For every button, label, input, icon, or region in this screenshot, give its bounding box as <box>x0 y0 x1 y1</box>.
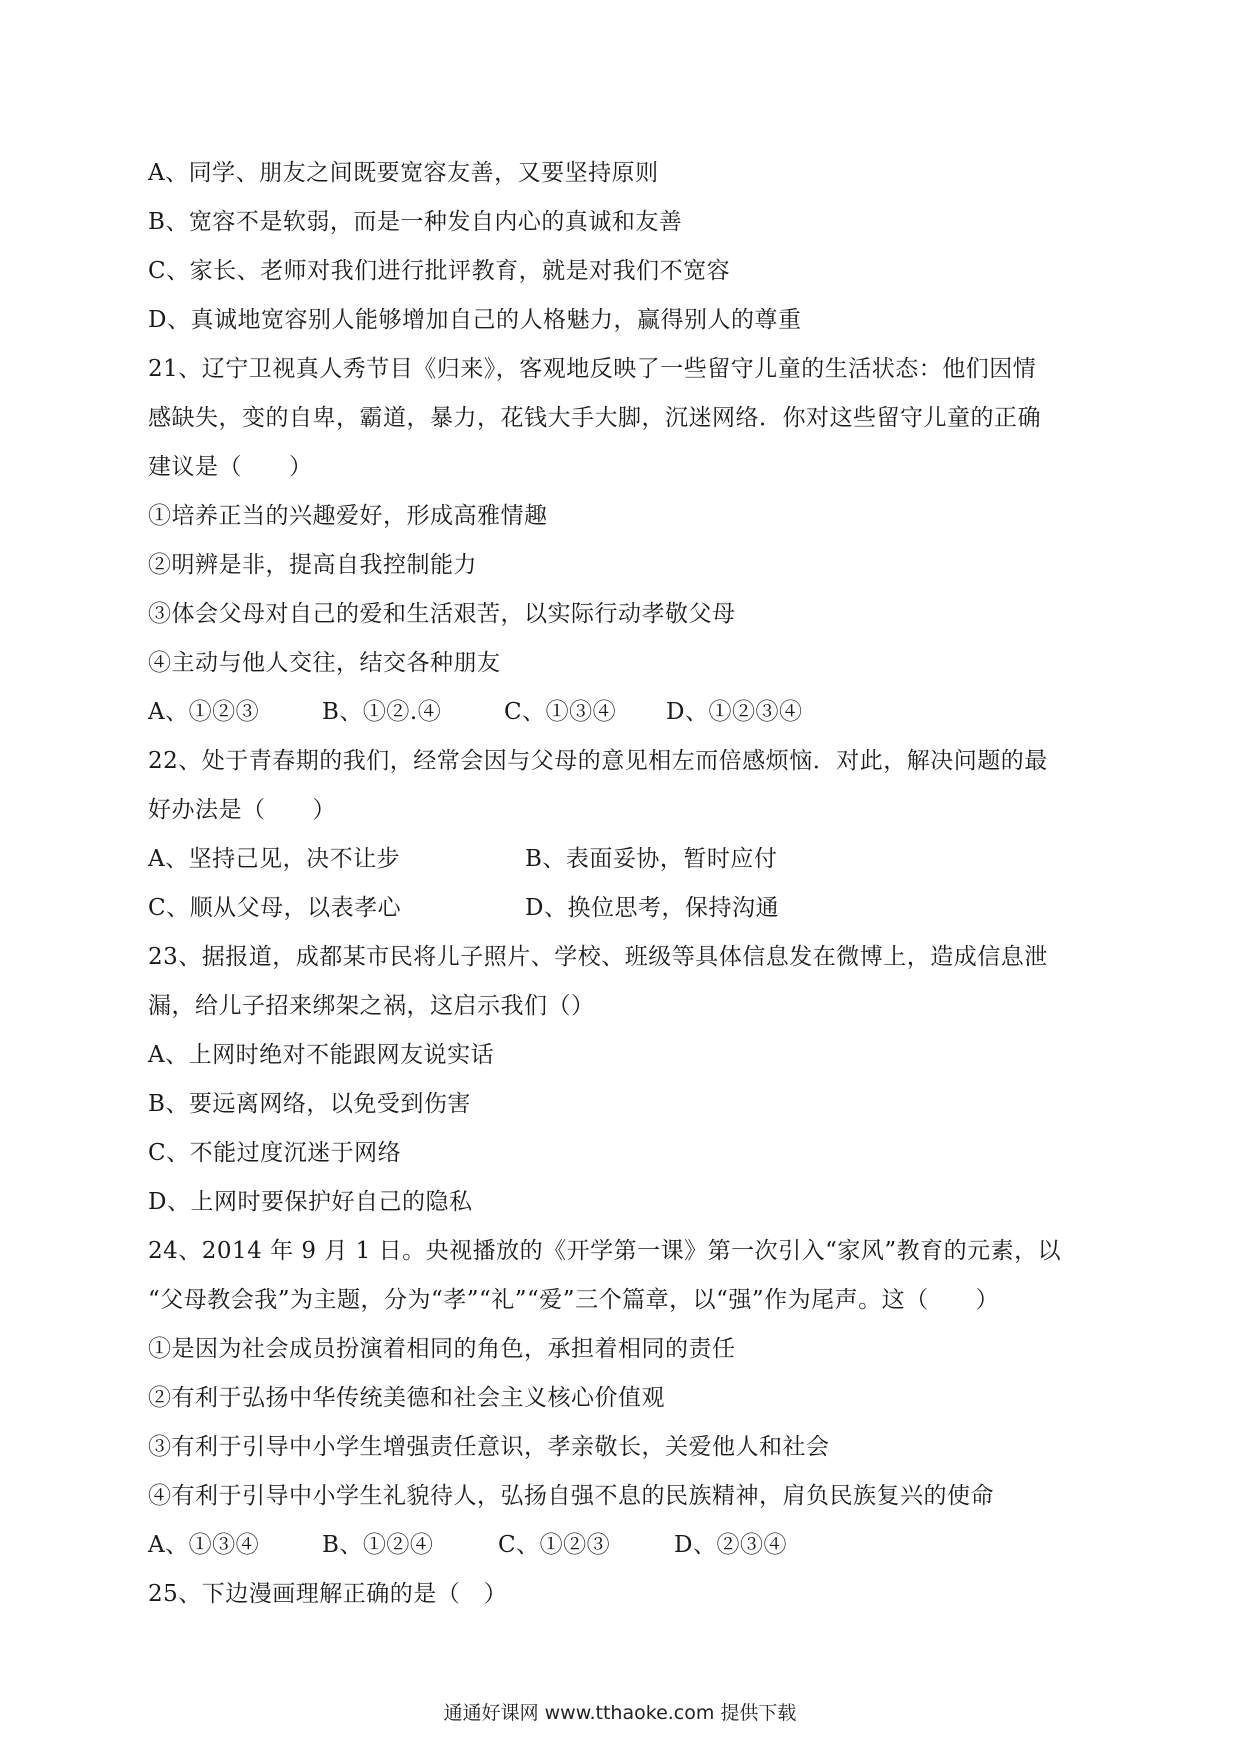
q21-stem-line-2: 感缺失，变的自卑，霸道，暴力，花钱大手大脚，沉迷网络．你对这些留守儿童的正确 <box>148 405 1041 431</box>
q23-stem-line-2: 漏，给儿子招来绑架之祸，这启示我们（） <box>148 993 595 1019</box>
q21-option-b: B、①②.④ <box>322 699 442 725</box>
q20-option-c: C、家长、老师对我们进行批评教育，就是对我们不宽容 <box>148 258 731 284</box>
q24-item-3: ③有利于引导中小学生增强责任意识，孝亲敬长，关爱他人和社会 <box>148 1434 830 1460</box>
q22-options-row-1 <box>148 844 1048 874</box>
q24-option-b: B、①②④ <box>322 1532 434 1558</box>
page-footer: 通通好课网 www.tthaoke.com 提供下载 <box>443 1702 797 1724</box>
q20-option-d: D、真诚地宽容别人能够增加自己的人格魅力，赢得别人的尊重 <box>148 307 802 333</box>
q24-stem-line-2: “父母教会我”为主题，分为“孝”“礼”“爱”三个篇章，以“强”作为尾声。这（ ） <box>148 1287 1000 1313</box>
q21-stem-line-3: 建议是（ ） <box>148 454 313 480</box>
q20-option-b: B、宽容不是软弱，而是一种发自内心的真诚和友善 <box>148 209 683 235</box>
q22-option-d: D、换位思考，保持沟通 <box>525 895 779 921</box>
q22-option-c: C、顺从父母，以表孝心 <box>148 895 402 921</box>
q21-options-row <box>148 697 802 727</box>
q25-stem-line-1: 25、下边漫画理解正确的是（ ） <box>148 1581 508 1607</box>
q24-option-d: D、②③④ <box>674 1532 787 1558</box>
q21-item-1: ①培养正当的兴趣爱好，形成高雅情趣 <box>148 503 548 529</box>
q21-option-d: D、①②③④ <box>666 699 803 725</box>
q21-option-a: A、①②③ <box>148 699 260 725</box>
q22-options-row-2 <box>148 893 1048 923</box>
q24-option-c: C、①②③ <box>498 1532 611 1558</box>
q22-stem-line-1: 22、处于青春期的我们，经常会因与父母的意见相左而倍感烦恼．对此，解决问题的最 <box>148 748 1048 774</box>
q23-option-c: C、不能过度沉迷于网络 <box>148 1140 402 1166</box>
q21-item-2: ②明辨是非，提高自我控制能力 <box>148 552 477 578</box>
q21-item-3: ③体会父母对自己的爱和生活艰苦，以实际行动孝敬父母 <box>148 601 736 627</box>
q24-item-2: ②有利于弘扬中华传统美德和社会主义核心价值观 <box>148 1385 665 1411</box>
q23-stem-line-1: 23、据报道，成都某市民将儿子照片、学校、班级等具体信息发在微博上，造成信息泄 <box>148 944 1048 970</box>
q23-option-b: B、要远离网络，以免受到伤害 <box>148 1091 471 1117</box>
q24-options-row <box>148 1530 787 1560</box>
q20-option-a: A、同学、朋友之间既要宽容友善，又要坚持原则 <box>148 160 659 186</box>
q22-option-b: B、表面妥协，暂时应付 <box>525 846 778 872</box>
q24-option-a: A、①③④ <box>148 1532 260 1558</box>
q23-option-d: D、上网时要保护好自己的隐私 <box>148 1189 473 1215</box>
q23-option-a: A、上网时绝对不能跟网友说实话 <box>148 1042 495 1068</box>
q21-option-c: C、①③④ <box>504 699 617 725</box>
q24-stem-line-1: 24、2014 年 9 月 1 日。央视播放的《开学第一课》第一次引入“家风”教育的元素，以 <box>148 1238 1062 1264</box>
q24-item-1: ①是因为社会成员扮演着相同的角色，承担着相同的责任 <box>148 1336 736 1362</box>
q21-item-4: ④主动与他人交往，结交各种朋友 <box>148 650 501 676</box>
q24-item-4: ④有利于引导中小学生礼貌待人，弘扬自强不息的民族精神，肩负民族复兴的使命 <box>148 1483 994 1509</box>
q21-stem-line-1: 21、辽宁卫视真人秀节目《归来》，客观地反映了一些留守儿童的生活状态：他们因情 <box>148 356 1037 382</box>
q22-stem-line-2: 好办法是（ ） <box>148 797 336 823</box>
q22-option-a: A、坚持己见，决不让步 <box>148 846 401 872</box>
